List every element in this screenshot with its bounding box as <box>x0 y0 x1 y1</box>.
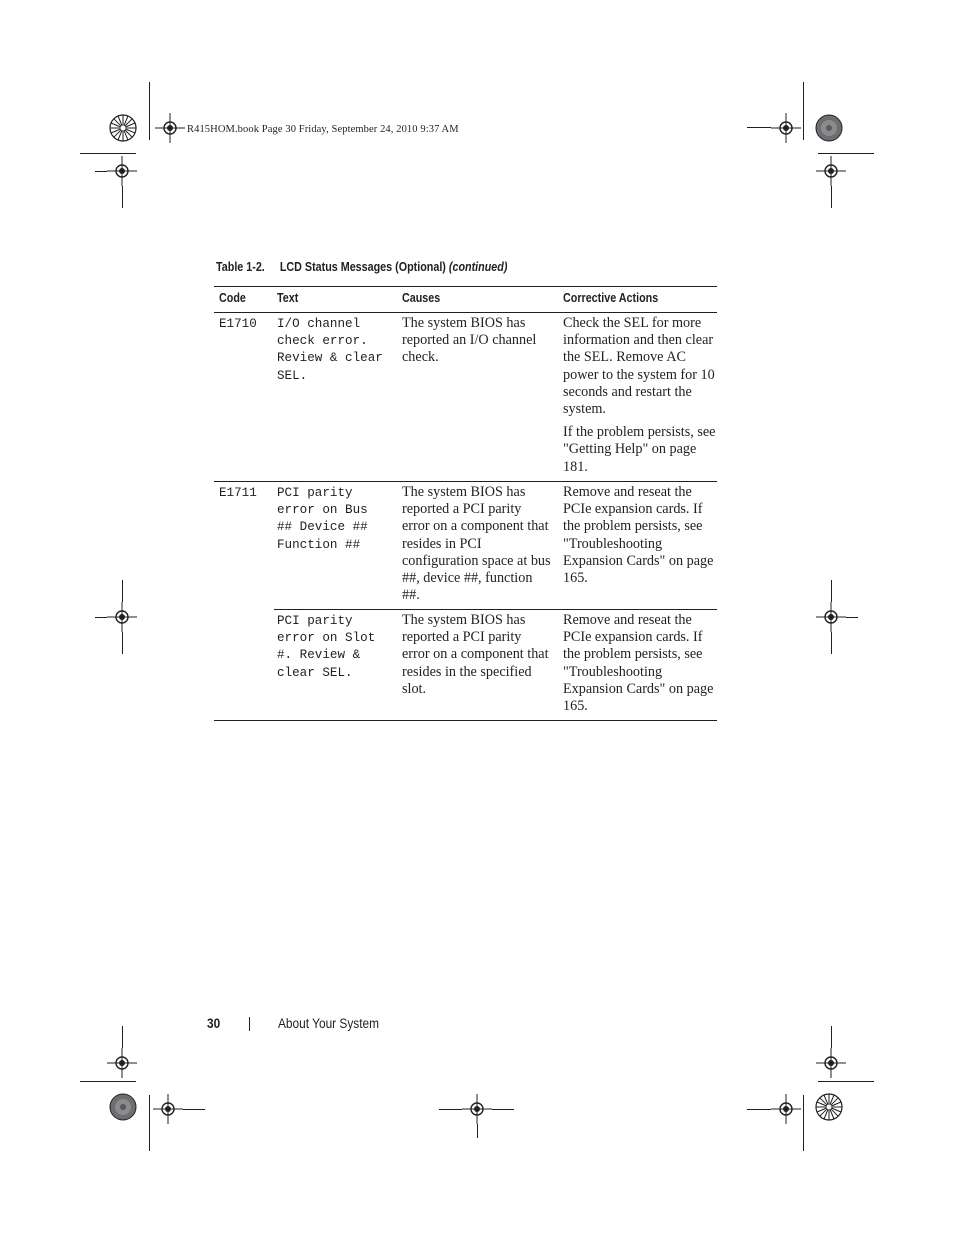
page-number: 30 <box>207 1016 221 1031</box>
table-caption <box>216 260 507 274</box>
column-header-code: Code <box>219 291 246 305</box>
slug-line: R415HOM.book Page 30 Friday, September 24, 2010 9:37 AM <box>187 124 459 135</box>
action-paragraph: Check the SEL for more information and then clear the SEL. Remove AC power to the system for 10 seconds and restart the system. <box>563 315 715 418</box>
grey-target-icon <box>814 113 844 143</box>
registration-target-icon <box>462 1094 492 1124</box>
table-title: LCD Status Messages (Optional) <box>279 260 446 274</box>
message-text: I/O channel check error. Review & clear SEL. <box>277 317 383 383</box>
registration-target-icon <box>771 113 801 143</box>
table-row <box>214 313 717 482</box>
registration-target-icon <box>153 1094 183 1124</box>
registration-target-icon <box>816 1048 846 1078</box>
registration-target-icon <box>816 602 846 632</box>
message-actions <box>563 484 717 587</box>
message-cause: The system BIOS has reported an I/O channel check. <box>402 315 537 366</box>
registration-target-icon <box>771 1094 801 1124</box>
action-paragraph: Remove and reseat the PCIe expansion cards. If the problem persists, see "Troubleshooting Expansion Cards" on page 165. <box>563 484 714 587</box>
message-actions <box>563 315 717 476</box>
table-header-row <box>214 286 717 313</box>
registration-target-icon <box>107 1048 137 1078</box>
column-header-actions: Corrective Actions <box>563 291 659 305</box>
action-paragraph: If the problem persists, see "Getting Help" on page 181. <box>563 424 716 475</box>
table-row-group <box>214 482 717 721</box>
star-target-icon <box>108 113 138 143</box>
column-header-text: Text <box>277 291 299 305</box>
message-cause: The system BIOS has reported a PCI parity error on a component that resides in PCI configuration space at bus ##, device ##, function ##. <box>402 484 551 604</box>
table-number: Table 1-2. <box>216 260 265 274</box>
message-actions <box>563 612 717 715</box>
lcd-status-table <box>214 286 717 721</box>
registration-target-icon <box>816 156 846 186</box>
message-code: E1710 <box>219 317 257 331</box>
grey-target-icon <box>108 1092 138 1122</box>
registration-target-icon <box>107 602 137 632</box>
column-header-causes: Causes <box>402 291 441 305</box>
registration-target-icon <box>107 156 137 186</box>
section-title: About Your System <box>278 1016 380 1031</box>
row-divider <box>274 609 717 610</box>
message-cause: The system BIOS has reported a PCI parity error on a component that resides in the specified slot. <box>402 612 549 697</box>
action-paragraph: Remove and reseat the PCIe expansion cards. If the problem persists, see "Troubleshooting Expansion Cards" on page 165. <box>563 612 714 715</box>
table-continued-label: (continued) <box>448 260 508 274</box>
message-text: PCI parity error on Slot #. Review & clear SEL. <box>277 614 376 680</box>
footer-divider <box>249 1017 250 1031</box>
message-text: PCI parity error on Bus ## Device ## Function ## <box>277 486 368 552</box>
registration-target-icon <box>155 113 185 143</box>
star-target-icon <box>814 1092 844 1122</box>
message-code: E1711 <box>219 486 257 500</box>
